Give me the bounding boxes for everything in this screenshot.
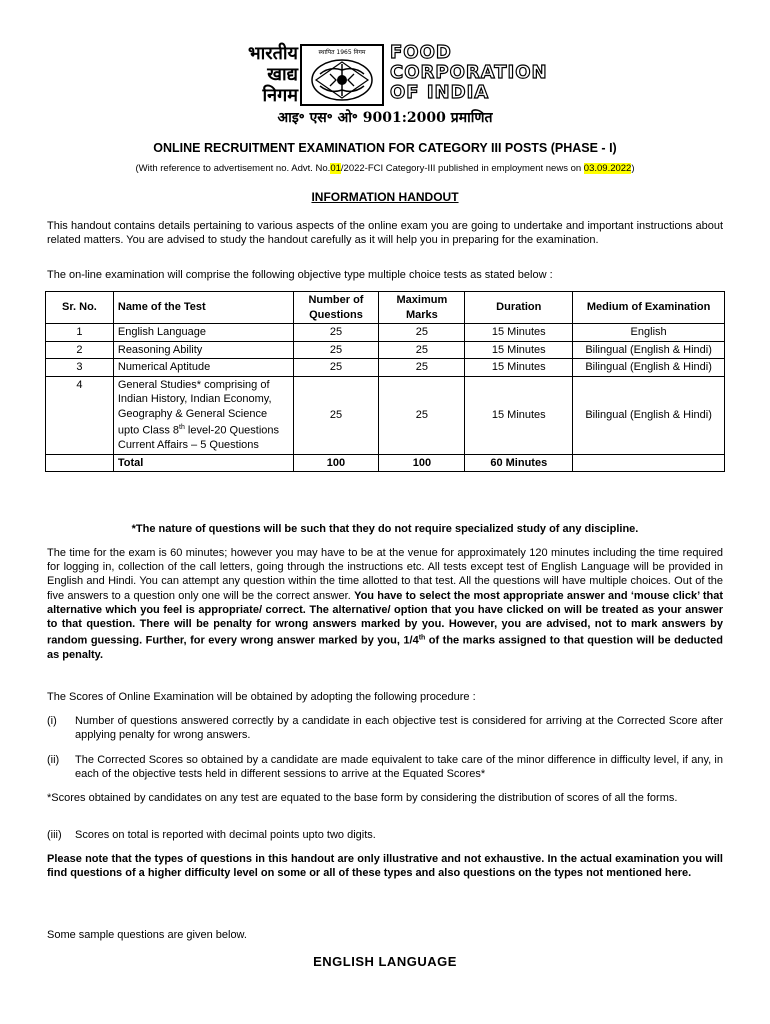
nature-note: *The nature of questions will be such that they do not require specialized study of any discipline. — [131, 523, 639, 535]
intro-paragraph: This handout contains details pertaining to various aspects of the online exam you are going to undertake and important instructions about related matters. You are advised to study the handout carefully as it will help you in preparing for the examination. — [47, 220, 723, 247]
table-row: 3 Numerical Aptitude 25 25 15 Minutes Bilingual (English & Hindi) — [46, 359, 725, 377]
table-row: 4 General Studies* comprising of Indian History, Indian Economy, Geography & General Science upto Class 8th level-20 Questions Current Affairs – 5 Questions 25 25 15 Minutes Bilingual (English & Hindi) — [46, 376, 725, 454]
handout-heading: INFORMATION HANDOUT — [311, 190, 459, 204]
emblem-text: स्थापित 1965 निगम — [318, 49, 366, 56]
hindi-org-name: भारतीय खाद्य निगम — [247, 43, 298, 106]
tests-intro: The on-line examination will comprise the following objective type multiple choice tests as stated below : — [47, 269, 553, 281]
table-total-row: Total 100 100 60 Minutes — [46, 454, 725, 472]
header-medium: Medium of Examination — [573, 292, 725, 324]
scores-intro: The Scores of Online Examination will be obtained by adopting the following procedure : — [47, 691, 476, 703]
publication-date: 03.09.2022 — [583, 163, 632, 174]
equated-note: *Scores obtained by candidates on any test are equated to the base form by considering the distribution of scores of all the forms. — [47, 792, 678, 804]
sample-intro: Some sample questions are given below. — [47, 929, 247, 941]
iso-certification: आइ॰ एस॰ ओ॰ 9001:2000 प्रमाणित — [277, 110, 493, 126]
list-item: (ii) The Corrected Scores so obtained by a candidate are made equivalent to take care of the minor difference in difficulty level, if any, in each of the objective tests held in different sessions to arrive at the Equated Scores* — [47, 754, 723, 781]
table-header-row — [46, 292, 725, 324]
header-duration: Duration — [465, 292, 573, 324]
document-title: ONLINE RECRUITMENT EXAMINATION FOR CATEGORY III POSTS (PHASE - I) — [153, 141, 617, 155]
header-marks: Maximum Marks — [379, 292, 465, 324]
table-row: 1 English Language 25 25 15 Minutes English — [46, 324, 725, 342]
fci-logo-header — [160, 40, 620, 110]
time-paragraph: The time for the exam is 60 minutes; however you may have to be at the venue for approximately 120 minutes including the time required for logging in, collection of the call letters, going through the instructions etc. All tests except test of English Language will be provided in English and Hindi. You can attempt any question within the time allotted to that test. All the questions will have multiple choices. Out of the five answers to a question only one will be the correct answer. You have to select the most appropriate answer and ‘mouse click’ that alternative which you feel is appropriate/ correct. The alternative/ option that you have clicked on will be treated as your answer to that question. There will be penalty for wrong answers marked by you. However, you are advised, not to mark answers by random guessing. Further, for every wrong answer marked by you, 1/4th of the marks assigned to that question will be deducted as penalty. — [47, 547, 723, 662]
header-sr-no: Sr. No. — [46, 292, 114, 324]
section-heading-english: ENGLISH LANGUAGE — [313, 954, 457, 969]
list-item: (iii) Scores on total is reported with decimal points upto two digits. — [47, 829, 376, 841]
header-test-name: Name of the Test — [113, 292, 293, 324]
list-item: (i) Number of questions answered correctly by a candidate in each objective test is considered for arriving at the Corrected Score after applying penalty for wrong answers. — [47, 715, 723, 742]
header-questions: Number of Questions — [293, 292, 379, 324]
table-row: 2 Reasoning Ability 25 25 15 Minutes Bilingual (English & Hindi) — [46, 341, 725, 359]
advertisement-number: 01 — [330, 163, 341, 174]
illustrative-note: Please note that the types of questions in this handout are only illustrative and not exhaustive. In the actual examination you will find questions of a higher difficulty level on some or all of these types and also questions on the types not mentioned here. — [47, 853, 723, 880]
advertisement-reference: (With reference to advertisement no. Advt. No.01/2022-FCI Category-III published in employment news on 03.09.2022) — [135, 163, 635, 174]
fci-emblem-icon — [300, 44, 384, 106]
english-org-name: FOOD CORPORATION OF INDIA — [390, 42, 548, 103]
tests-table — [45, 291, 725, 472]
